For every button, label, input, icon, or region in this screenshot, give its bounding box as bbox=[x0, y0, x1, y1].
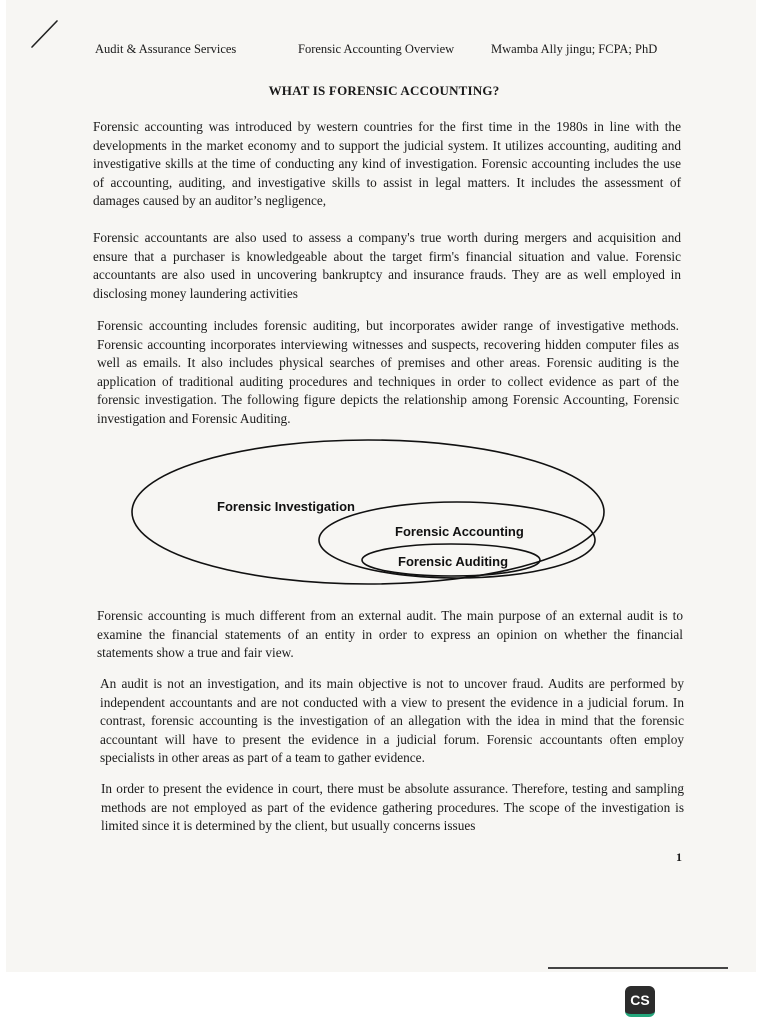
page-title: WHAT IS FORENSIC ACCOUNTING? bbox=[268, 83, 500, 98]
header-left: Audit & Assurance Services bbox=[95, 42, 237, 56]
paragraph-5: An audit is not an investigation, and its main objective is not to uncover fraud. Audits are performed by independent accountants and are not conducted with a view to present the evidence in a judicial forum. In contrast, forensic accounting is the investigation of an allegation with the idea in mind that the forensic accountant will have to present the evidence in a judicial forum. Forensic accountants often employ specialists in other areas as part of a team to gather evidence. bbox=[100, 676, 684, 765]
forensic-venn-diagram bbox=[125, 436, 625, 592]
page-bottom-edge bbox=[548, 967, 728, 969]
forensic-accounting-label: Forensic Accounting bbox=[395, 524, 524, 539]
forensic-investigation-ellipse bbox=[132, 440, 604, 584]
header-right: Mwamba Ally jingu; FCPA; PhD bbox=[491, 42, 658, 56]
paragraph-3: Forensic accounting includes forensic auditing, but incorporates awider range of investigative methods. Forensic accounting incorporates interviewing witnesses and suspects, recovering hidden computer files as well as emails. It also includes physical searches of premises and other areas. Forensic auditing is the application of traditional auditing procedures and techniques in order to collect evidence as part of the forensic investigation. The following figure depicts the relationship among Forensic Accounting, Forensic investigation and Forensic Auditing. bbox=[97, 318, 679, 426]
paragraph-6: In order to present the evidence in court, there must be absolute assurance. Therefore, testing and sampling methods are not employed as part of the evidence gathering procedures. The scope of the investigation is limited since it is determined by the client, but usually concerns issues bbox=[101, 781, 684, 833]
paragraph-4: Forensic accounting is much different from an external audit. The main purpose of an external audit is to examine the financial statements of an entity in order to express an opinion on whether the financial statements show a true and fair view. bbox=[97, 608, 683, 660]
forensic-investigation-label: Forensic Investigation bbox=[217, 499, 355, 514]
forensic-auditing-label: Forensic Auditing bbox=[398, 554, 509, 569]
header-center: Forensic Accounting Overview bbox=[298, 42, 455, 56]
camscanner-logo-icon: CS bbox=[625, 986, 655, 1017]
paragraph-1: Forensic accounting was introduced by western countries for the first time in the 1980s in line with the developments in the market economy and to support the judicial system. It utilizes accounting, auditing and investigative skills at the time of conducting any kind of investigation. Forensic accounting includes the use of accounting, auditing, and investigative skills to assist in legal matters. It includes the assessment of damages caused by an auditor’s negligence, bbox=[93, 119, 681, 208]
paragraph-2: Forensic accountants are also used to assess a company's true worth during mergers and acquisition and ensure that a purchaser is knowledgeable about the target firm's financial situation and value. Forensic accountants are also used in uncovering bankruptcy and insurance frauds. They are as well employed in disclosing money laundering activities bbox=[93, 230, 681, 301]
pen-stroke-mark bbox=[30, 18, 60, 50]
page-number: 1 bbox=[676, 850, 682, 864]
